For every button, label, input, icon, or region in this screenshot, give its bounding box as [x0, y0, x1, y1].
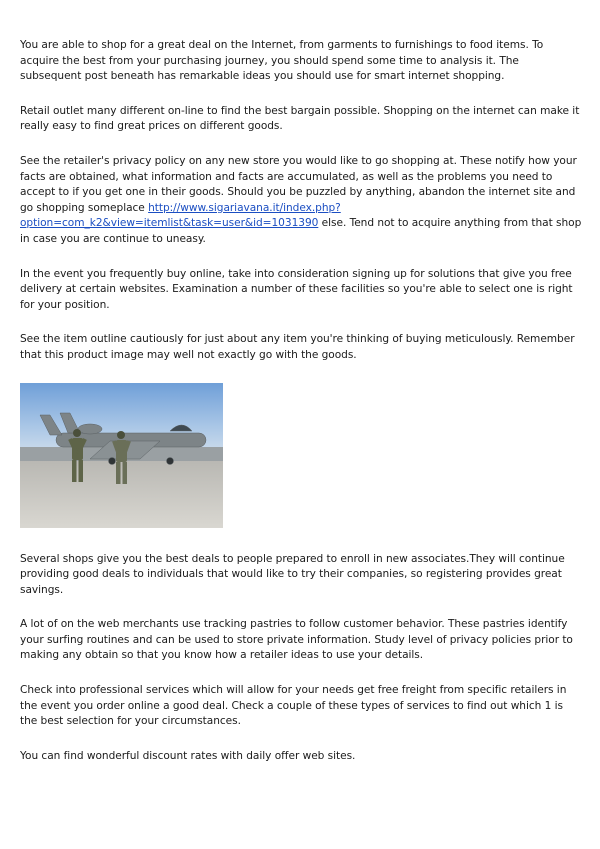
- paragraph-item-outline: See the item outline cautiously for just about any item you're thinking of buying meticulously. Remember that this product image may well not exactly go with the goods.: [20, 333, 575, 361]
- paragraph-privacy-text-end: else. Tend not to acquire anything from that shop in case you are continue to uneasy.: [20, 217, 582, 245]
- paragraph-free-delivery: In the event you frequently buy online, take into consideration signing up for solutions that give you free delivery at certain websites. Examination a number of these facilities so you're able to select one is right for your position.: [20, 267, 573, 311]
- paragraph-free-freight: Check into professional services which will allow for your needs get free freight from specific retailers in the event you order online a good deal. Check a couple of these types of services to find out which 1 is the best selection for your circumstances.: [20, 684, 567, 728]
- paragraph-privacy-policy: [20, 154, 582, 248]
- paragraph-privacy-text-start: See the retailer's privacy policy on any new store you would like to go shopping at. These notify how your facts are obtained, what information and facts are accumulated, as well as the problems you need to accept to if you get one in their goods. Should you be puzzled by anything, abandon the internet site and go shopping someplace: [20, 154, 577, 214]
- photo-tarmac: [20, 461, 223, 528]
- paragraph-tracking: A lot of on the web merchants use tracking pastries to follow customer behavior. These pastries identify your surfing routines and can be used to store private information. Study level of privacy policies prior to making any obtain so that you know how a retailer ideas to use your details.: [20, 618, 573, 662]
- article-photo-aircraft: [20, 383, 223, 528]
- paragraph-compare-stores: Retail outlet many different on-line to find the best bargain possible. Shopping on the internet can make it really easy to find great prices on different goods.: [20, 104, 580, 133]
- paragraph-new-associates: Several shops give you the best deals to people prepared to enroll in new associates.They will continue providing good deals to individuals that would like to try their companies, so registering provides great savings.: [20, 552, 565, 596]
- paragraph-daily-offers: You can find wonderful discount rates with daily offer web sites.: [20, 749, 356, 762]
- external-link[interactable]: http://www.sigariavana.it/index.php?option=com_k2&view=itemlist&task=user&id=1031390: [20, 201, 341, 230]
- article-body: [20, 38, 582, 783]
- paragraph-intro: You are able to shop for a great deal on the Internet, from garments to furnishings to food items. To acquire the best from your purchasing journey, you should spend some time to analysis it. The subsequent post beneath has remarkable ideas you should use for smart internet shopping.: [20, 39, 544, 83]
